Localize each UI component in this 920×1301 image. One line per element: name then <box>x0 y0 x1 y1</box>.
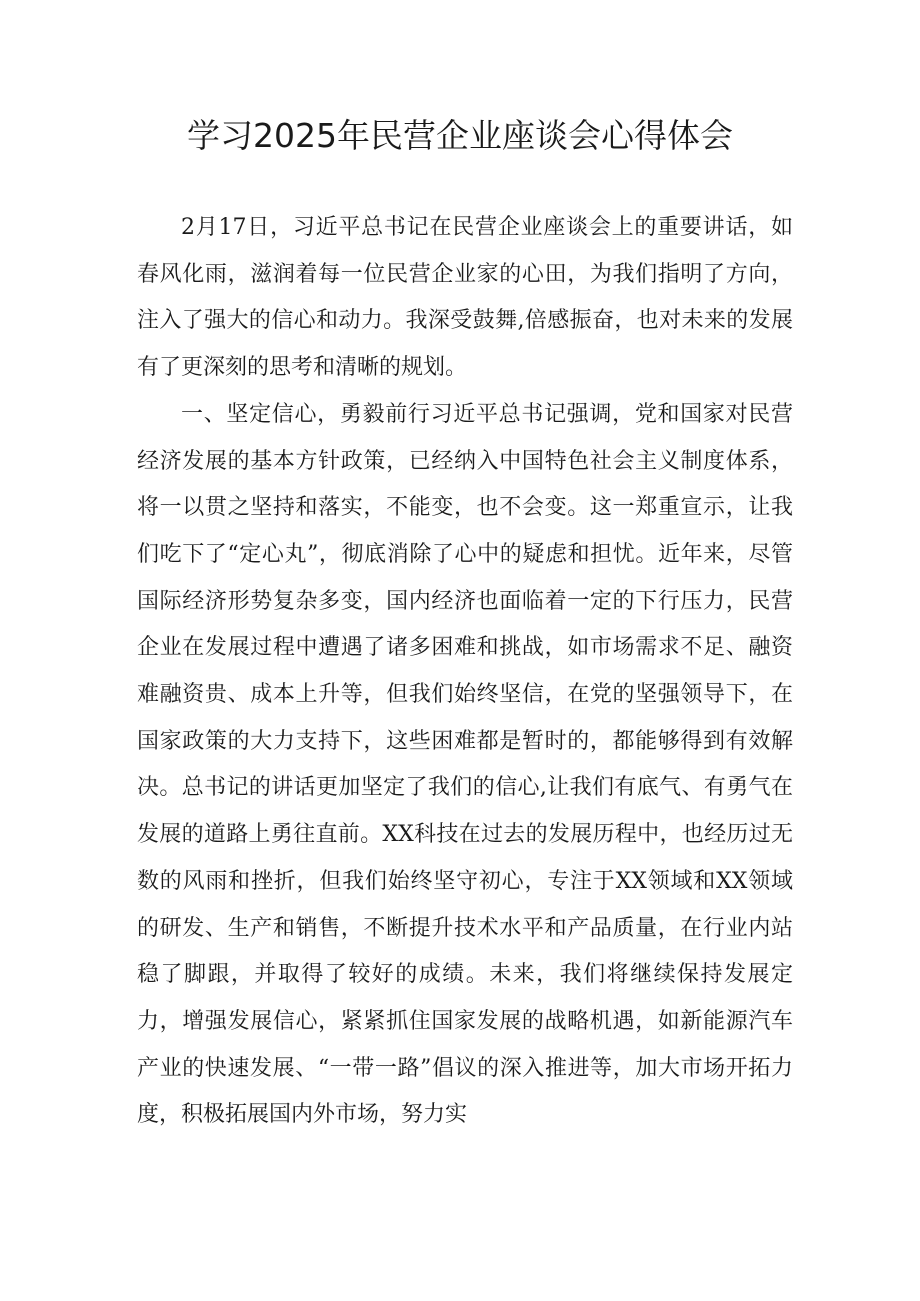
paragraph-section-one: 一、坚定信心，勇毅前行习近平总书记强调，党和国家对民营经济发展的基本方针政策，已经纳入中国特色社会主义制度体系，将一以贯之坚持和落实，不能变，也不会变。这一郑重宣示，让我们吃下了“定心丸”，彻底消除了心中的疑虑和担忧。近年来，尽管国际经济形势复杂多变，国内经济也面临着一定的下行压力，民营企业在发展过程中遭遇了诸多困难和挑战，如市场需求不足、融资难融资贵、成本上升等，但我们始终坚信，在党的坚强领导下，在国家政策的大力支持下，这些困难都是暂时的，都能够得到有效解决。总书记的讲话更加坚定了我们的信心,让我们有底气、有勇气在发展的道路上勇往直前。XX科技在过去的发展历程中，也经历过无数的风雨和挫折，但我们始终坚守初心，专注于XX领域和XX领域的研发、生产和销售，不断提升技术水平和产品质量，在行业内站稳了脚跟，并取得了较好的成绩。未来，我们将继续保持发展定力，增强发展信心，紧紧抓住国家发展的战略机遇，如新能源汽车产业的快速发展、“一带一路”倡议的深入推进等，加大市场开拓力度，积极拓展国内外市场，努力实 <box>137 401 793 1128</box>
paragraph-intro: 2月17日，习近平总书记在民营企业座谈会上的重要讲话，如春风化雨，滋润着每一位民营企业家的心田，为我们指明了方向，注入了强大的信心和动力。我深受鼓舞,倍感振奋，也对未来的发展有了更深刻的思考和清晰的规划。 <box>137 215 793 381</box>
document-body <box>137 205 793 1139</box>
document-title: 学习2025年民营企业座谈会心得体会 <box>187 116 733 155</box>
